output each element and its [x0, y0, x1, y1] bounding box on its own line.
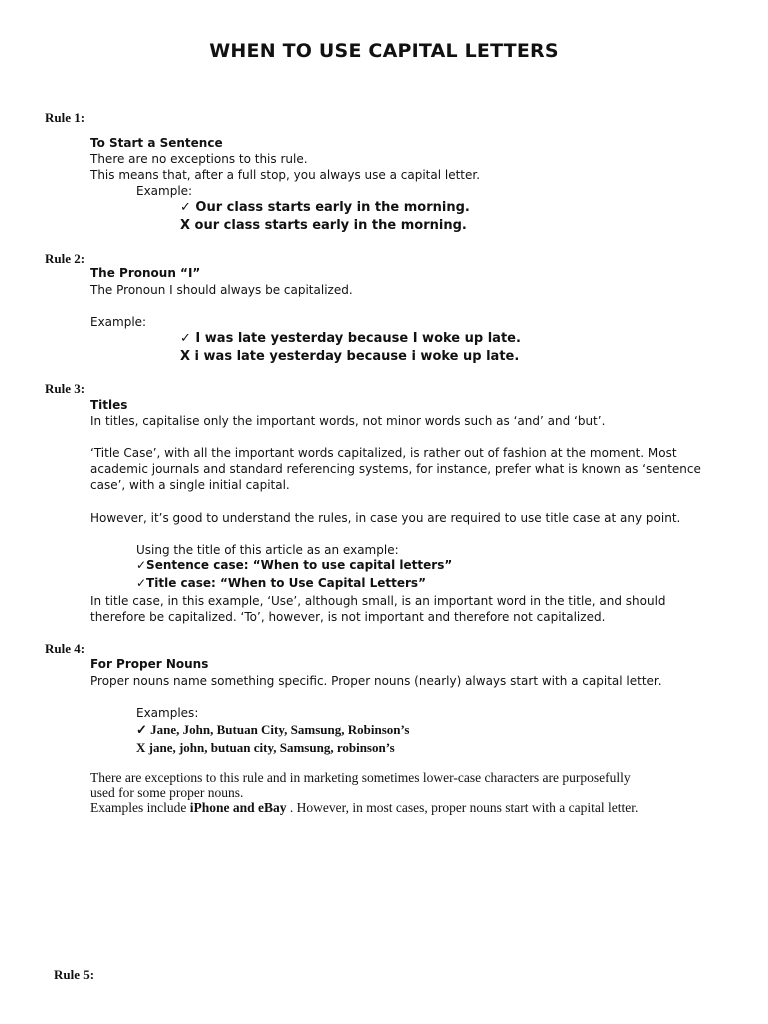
rule-4-paragraph-line-2: used for some proper nouns. — [90, 785, 244, 800]
rule-1-text-line-1: There are no exceptions to this rule. — [90, 152, 308, 166]
rule-3-title-case-example: ✓Title case: “When to Use Capital Letters” — [136, 576, 426, 590]
rule-4-label: Rule 4: — [45, 641, 86, 656]
rule-1-correct-example: ✓ Our class starts early in the morning. — [180, 200, 470, 215]
rule-4-wrong-example: X jane, john, butuan city, Samsung, robinson’s — [136, 740, 395, 755]
rule-1-heading: To Start a Sentence — [90, 136, 223, 150]
rule-3-paragraph-4-line-2: therefore be capitalized. ‘To’, however, is not important and therefore not capitalized. — [90, 610, 606, 624]
rule-1-wrong-example: X our class starts early in the morning. — [180, 218, 467, 233]
rule-3-sentence-case-example: ✓Sentence case: “When to use capital letters” — [136, 558, 453, 572]
rule-4-text-line-1: Proper nouns name something specific. Proper nouns (nearly) always start with a capital letter. — [90, 674, 662, 688]
rule-4-paragraph-line-3-bold: iPhone and eBay — [189, 800, 287, 815]
rule-2-correct-example: ✓ I was late yesterday because I woke up late. — [180, 331, 521, 346]
rule-2-heading: The Pronoun “I” — [90, 266, 201, 280]
rule-5-label: Rule 5: — [54, 967, 95, 982]
rule-3-paragraph-3: However, it’s good to understand the rules, in case you are required to use title case at any point. — [90, 511, 681, 525]
rule-4-heading: For Proper Nouns — [90, 657, 209, 671]
rule-3-paragraph-2-line-2: academic journals and standard referencing systems, for instance, prefer what is known as ‘sentence — [90, 462, 701, 476]
rule-2-label: Rule 2: — [45, 251, 86, 266]
rule-4-paragraph-line-3 — [90, 801, 638, 815]
page-title: WHEN TO USE CAPITAL LETTERS — [209, 40, 559, 62]
rule-4-examples-label: Examples: — [136, 706, 199, 720]
rule-4-paragraph-line-3-suffix: . However, in most cases, proper nouns start with a capital letter. — [286, 800, 639, 815]
rule-3-paragraph-4-line-1: In title case, in this example, ‘Use’, although small, is an important word in the title, and should — [90, 594, 666, 608]
rule-3-text-line-1: In titles, capitalise only the important words, not minor words such as ‘and’ and ‘but’. — [90, 414, 606, 428]
rule-3-heading: Titles — [90, 398, 128, 412]
rule-2-text-line-1: The Pronoun I should always be capitalized. — [90, 283, 353, 297]
rule-4-correct-example: ✓ Jane, John, Butuan City, Samsung, Robinson’s — [136, 722, 410, 737]
rule-3-paragraph-2-line-1: ‘Title Case’, with all the important words capitalized, is rather out of fashion at the moment. Most — [90, 446, 677, 460]
rule-1-text-line-2: This means that, after a full stop, you always use a capital letter. — [90, 168, 481, 182]
rule-3-example-intro: Using the title of this article as an example: — [136, 543, 399, 557]
rule-2-wrong-example: X i was late yesterday because i woke up late. — [180, 349, 520, 364]
rule-2-example-label: Example: — [90, 315, 147, 329]
rule-1-label: Rule 1: — [45, 110, 86, 125]
rule-4-paragraph-line-1: There are exceptions to this rule and in marketing sometimes lower-case characters are purposefully — [90, 770, 631, 785]
rule-4-paragraph-line-3-prefix: Examples include — [90, 800, 190, 815]
rule-3-paragraph-2-line-3: case’, with a single initial capital. — [90, 478, 290, 492]
rule-1-example-label: Example: — [136, 184, 193, 198]
rule-3-label: Rule 3: — [45, 381, 86, 396]
